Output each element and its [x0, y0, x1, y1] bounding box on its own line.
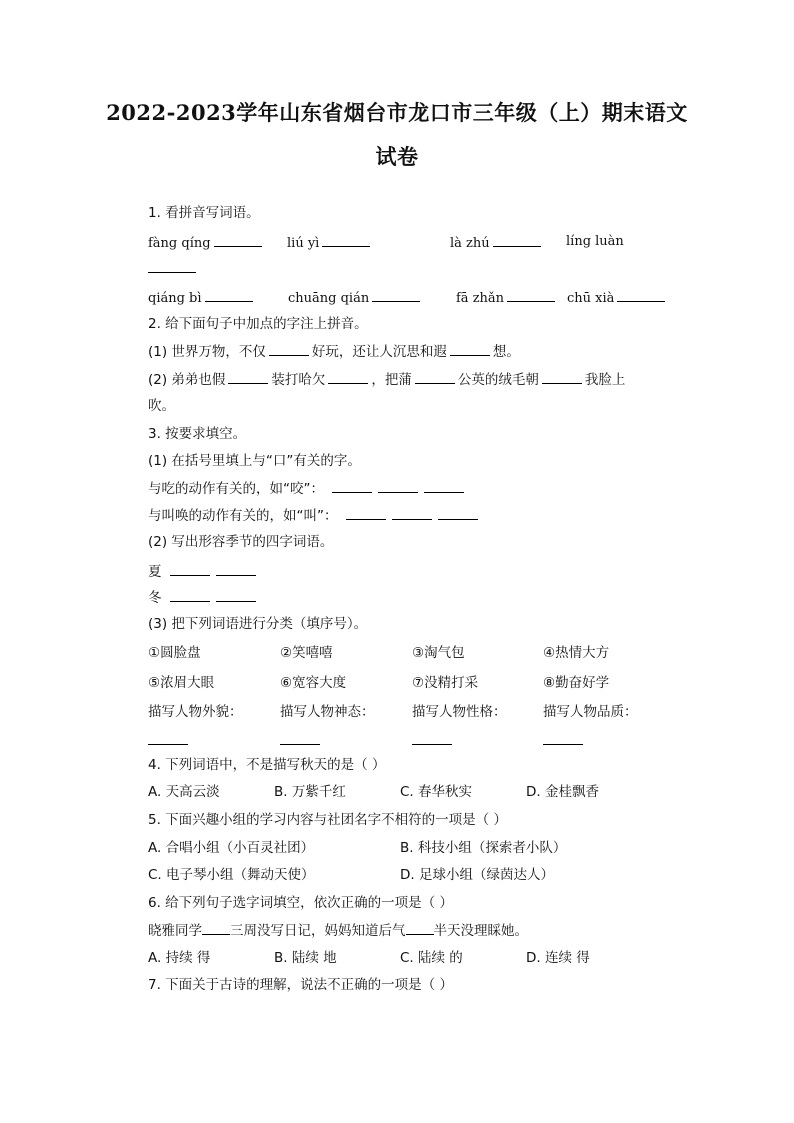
- sentence-text: (1) 世界万物，不仅: [148, 344, 266, 360]
- question-1-stem: 1. 看拼音写词语。: [148, 205, 260, 221]
- question-3-part-3: (3) 把下列词语进行分类（填序号）。: [148, 616, 368, 632]
- pinyin-text: liú yì: [287, 236, 320, 251]
- pinyin-item-7: [456, 287, 558, 309]
- season-label: 夏: [148, 564, 162, 580]
- q4-option-b[interactable]: B. 万紫千红: [274, 784, 346, 800]
- pinyin-item-2: [287, 232, 373, 254]
- category-character: 描写人物品质：: [543, 704, 638, 720]
- answer-blank[interactable]: [507, 287, 555, 302]
- q6-option-d[interactable]: D. 连续 得: [526, 950, 590, 966]
- answer-blank[interactable]: [542, 369, 582, 384]
- pinyin-text: líng luàn: [566, 234, 624, 249]
- word-7: ⑦没精打采: [412, 675, 479, 691]
- pinyin-item-3: [450, 232, 544, 254]
- answer-blank[interactable]: [450, 341, 490, 356]
- pinyin-item-4-blank: [148, 258, 199, 279]
- category-personality: 描写人物性格：: [412, 704, 507, 720]
- sentence-text: 我脸上: [584, 372, 626, 388]
- answer-blank[interactable]: [372, 287, 420, 302]
- question-3-part-1-eat: [148, 478, 467, 499]
- answer-blank[interactable]: [170, 561, 210, 576]
- exam-title-line1: 2022-2023学年山东省烟台市龙口市三年级（上）期末语文: [106, 100, 688, 125]
- word-6: ⑥宽容大度: [280, 675, 347, 691]
- q6-option-c[interactable]: C. 陆续 的: [400, 950, 463, 966]
- sentence-text: 半天没理睬她。: [433, 923, 528, 939]
- q5-option-a[interactable]: A. 合唱小组（小百灵社团）: [148, 840, 315, 856]
- season-winter: [148, 587, 259, 608]
- sentence-text: 想。: [492, 344, 520, 360]
- answer-blank[interactable]: [493, 232, 541, 247]
- question-5-stem: 5. 下面兴趣小组的学习内容与社团名字不相符的一项是（ ）: [148, 812, 507, 828]
- answer-blank[interactable]: [216, 587, 256, 602]
- answer-blank[interactable]: [415, 369, 455, 384]
- question-3-part-2: (2) 写出形容季节的四字词语。: [148, 534, 334, 550]
- answer-blank[interactable]: [205, 287, 253, 302]
- prompt-text: 与吃的动作有关的，如“咬”：: [148, 481, 324, 497]
- category-blank-2: [280, 730, 320, 751]
- q5-option-d[interactable]: D. 足球小组（绿茵达人）: [400, 867, 554, 883]
- answer-blank[interactable]: [332, 478, 372, 493]
- sentence-text: ，把蒲: [371, 372, 412, 388]
- q6-option-b[interactable]: B. 陆续 地: [274, 950, 337, 966]
- answer-blank[interactable]: [424, 478, 464, 493]
- answer-blank[interactable]: [346, 505, 386, 520]
- pinyin-item-8: [567, 287, 668, 309]
- question-2-stem: 2. 给下面句子中加点的字注上拼音。: [148, 316, 368, 332]
- question-4-stem: 4. 下列词语中，不是描写秋天的是（ ）: [148, 757, 386, 773]
- pinyin-item-6: [288, 287, 423, 309]
- answer-blank[interactable]: [322, 232, 370, 247]
- pinyin-item-4: [566, 232, 624, 252]
- answer-blank[interactable]: [617, 287, 665, 302]
- prompt-text: 与叫唤的动作有关的，如“叫”：: [148, 508, 338, 524]
- question-6-sentence: [148, 920, 528, 941]
- category-blank-1: [148, 730, 188, 751]
- sentence-text: (2) 弟弟也假: [148, 372, 226, 388]
- question-7-stem: 7. 下面关于古诗的理解，说法不正确的一项是（ ）: [148, 977, 453, 993]
- word-3: ③淘气包: [412, 645, 465, 661]
- word-2: ②笑嘻嘻: [280, 645, 333, 661]
- word-8: ⑧勤奋好学: [543, 675, 610, 691]
- exam-title-line2: 试卷: [375, 144, 419, 169]
- answer-blank[interactable]: [543, 730, 583, 745]
- category-blank-3: [412, 730, 452, 751]
- answer-blank[interactable]: [148, 258, 196, 273]
- sentence-text: 好玩，还让人沉思和遐: [311, 344, 447, 360]
- answer-blank[interactable]: [202, 920, 230, 935]
- category-blank-4: [543, 730, 583, 751]
- pinyin-text: fàng qíng: [148, 236, 211, 251]
- answer-blank[interactable]: [216, 561, 256, 576]
- word-4: ④热情大方: [543, 645, 610, 661]
- pinyin-text: chuāng qián: [288, 291, 370, 306]
- answer-blank[interactable]: [214, 232, 262, 247]
- season-label: 冬: [148, 590, 162, 606]
- pinyin-item-1: [148, 232, 265, 254]
- q5-option-b[interactable]: B. 科技小组（探索者小队）: [400, 840, 567, 856]
- sentence-text: 三周没写日记，妈妈知道后气: [230, 923, 406, 939]
- answer-blank[interactable]: [328, 369, 368, 384]
- question-2-sentence-1: [148, 341, 520, 362]
- q4-option-d[interactable]: D. 金桂飘香: [526, 784, 599, 800]
- answer-blank[interactable]: [438, 505, 478, 520]
- answer-blank[interactable]: [228, 369, 268, 384]
- category-appearance: 描写人物外貌：: [148, 704, 243, 720]
- answer-blank[interactable]: [148, 730, 188, 745]
- sentence-text: 装打哈欠: [271, 372, 326, 388]
- sentence-text: 公英的绒毛朝: [457, 372, 539, 388]
- answer-blank[interactable]: [412, 730, 452, 745]
- pinyin-text: là zhú: [450, 236, 490, 251]
- answer-blank[interactable]: [392, 505, 432, 520]
- q5-option-c[interactable]: C. 电子琴小组（舞动天使）: [148, 867, 315, 883]
- answer-blank[interactable]: [269, 341, 309, 356]
- sentence-text: 晓雅同学: [148, 923, 202, 939]
- answer-blank[interactable]: [406, 920, 434, 935]
- question-3-part-1: (1) 在括号里填上与“口”有关的字。: [148, 453, 361, 469]
- answer-blank[interactable]: [378, 478, 418, 493]
- word-5: ⑤浓眉大眼: [148, 675, 215, 691]
- question-3-part-1-call: [148, 505, 481, 526]
- question-3-stem: 3. 按要求填空。: [148, 426, 247, 442]
- pinyin-text: fā zhǎn: [456, 291, 505, 306]
- pinyin-text: chū xià: [567, 291, 615, 306]
- pinyin-item-5: [148, 287, 256, 309]
- answer-blank[interactable]: [170, 587, 210, 602]
- season-summer: [148, 561, 259, 582]
- answer-blank[interactable]: [280, 730, 320, 745]
- word-1: ①圆脸盘: [148, 645, 201, 661]
- q4-option-a[interactable]: A. 天高云淡: [148, 784, 220, 800]
- question-2-sentence-2-end: 吹。: [148, 398, 175, 414]
- q6-option-a[interactable]: A. 持续 得: [148, 950, 211, 966]
- q4-option-c[interactable]: C. 春华秋实: [400, 784, 473, 800]
- category-expression: 描写人物神态：: [280, 704, 375, 720]
- question-2-sentence-2: [148, 369, 625, 390]
- pinyin-text: qiáng bì: [148, 291, 202, 306]
- question-6-stem: 6. 给下列句子选字词填空，依次正确的一项是（ ）: [148, 895, 453, 911]
